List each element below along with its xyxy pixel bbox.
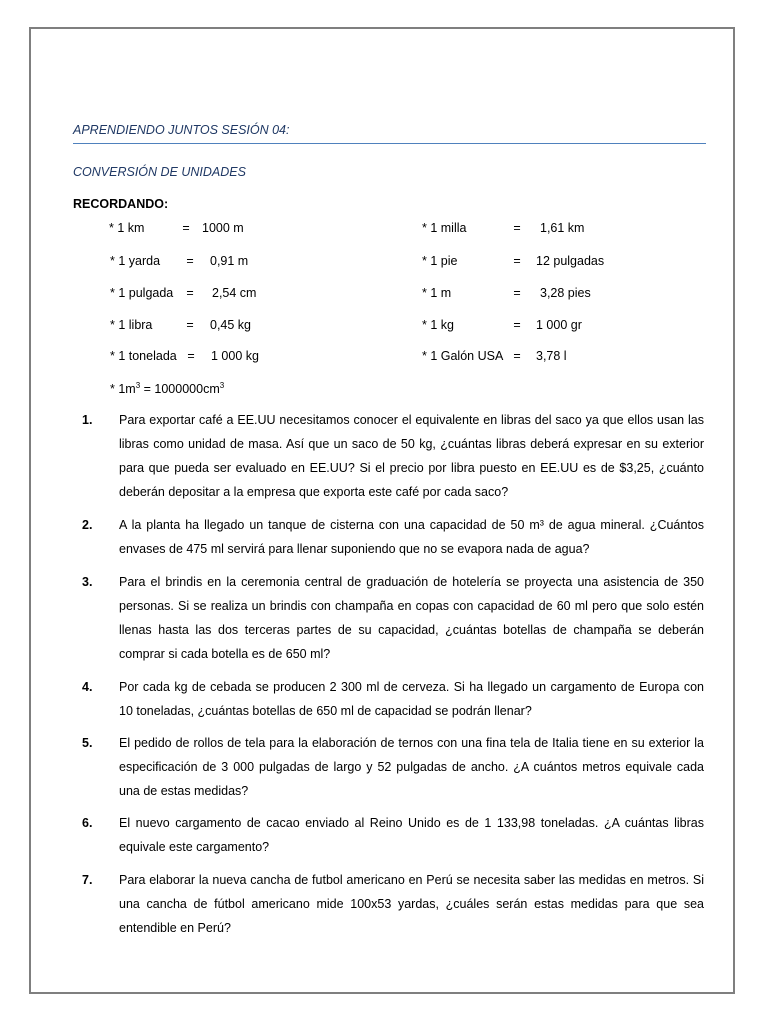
- recall-label: RECORDANDO:: [73, 197, 169, 211]
- question-text: El nuevo cargamento de cacao enviado al Reino Unido es de 1 133,98 toneladas. ¿A cuántas libras equivale este cargamento?: [119, 816, 704, 854]
- conversion-unit: * 1 kg: [422, 318, 454, 332]
- conversion-equals: =: [513, 286, 521, 300]
- conversion-equals: =: [513, 318, 521, 332]
- question-number: 6.: [82, 816, 93, 830]
- conversion-value: 1 000 gr: [536, 318, 582, 332]
- session-title: APRENDIENDO JUNTOS SESIÓN 04:: [73, 123, 290, 137]
- section-subtitle: CONVERSIÓN DE UNIDADES: [73, 165, 246, 179]
- question-number: 5.: [82, 736, 93, 750]
- question-text: Para exportar café a EE.UU necesitamos conocer el equivalente en libras del saco ya que ellos usan las libras como unidad de masa. Así que un saco de 50 kg, ¿cuántas libras deberá expresar en su exterior para que pueda ser evaluado en EE.UU? Si el precio por libra puesto en EE.UU es de $3,25, ¿cuánto deberán depositar a la empresa que exporta este café por cada saco?: [119, 413, 704, 499]
- conversion-equals: =: [187, 349, 195, 363]
- conversion-unit: * 1 libra: [110, 318, 153, 332]
- question-text: Por cada kg de cebada se producen 2 300 ml de cerveza. Si ha llegado un cargamento de Europa con 10 toneladas, ¿cuántas botellas de 650 ml de capacidad se podrán llenar?: [119, 680, 704, 718]
- question-text: Para elaborar la nueva cancha de futbol americano en Perú se necesita saber las medidas en metros. Si una cancha de fútbol americano mide 100x53 yardas, ¿cuáles serán estas medidas para que sea entendible en Perú?: [119, 873, 704, 935]
- conversion-value: 0,91 m: [210, 254, 249, 268]
- conversion-equals: =: [182, 221, 190, 235]
- conversion-value: 0,45 kg: [210, 318, 252, 332]
- question-text: A la planta ha llegado un tanque de cisterna con una capacidad de 50 m³ de agua mineral. ¿Cuántos envases de 475 ml servirá para llenar suponiendo que no se evapora nada de agua?: [119, 518, 704, 556]
- superscript-3: 3: [135, 381, 141, 390]
- conversion-equals: =: [513, 221, 521, 235]
- conversion-unit: * 1 pie: [422, 254, 458, 268]
- conversion-unit: * 1 km: [109, 221, 145, 235]
- conversion-unit: * 1 milla: [422, 221, 467, 235]
- conversion-value: 1000 m: [202, 221, 244, 235]
- question-number: 1.: [82, 413, 93, 427]
- conversion-equals: =: [186, 254, 194, 268]
- question-number: 2.: [82, 518, 93, 532]
- question-number: 7.: [82, 873, 93, 887]
- question-number: 4.: [82, 680, 93, 694]
- conversion-value: 1,61 km: [540, 221, 585, 235]
- conversion-value: 2,54 cm: [212, 286, 257, 300]
- conversion-volume: [110, 381, 224, 396]
- conversion-volume-mid: = 1000000cm: [140, 382, 220, 397]
- conversion-value: 12 pulgadas: [536, 254, 605, 268]
- conversion-equals: =: [186, 286, 194, 300]
- question-text: Para el brindis en la ceremonia central de graduación de hotelería se proyecta una asistencia de 350 personas. Si se realiza un brindis con champaña en copas con capacidad de 60 ml pero que solo estén llenas hasta las dos terceras partes de su capacidad, ¿cuántas botellas de champaña se deberán comprar si cada botella es de 650 ml?: [119, 575, 704, 661]
- conversion-value: 3,28 pies: [540, 286, 591, 300]
- question-number: 3.: [82, 575, 93, 589]
- title-divider: [73, 143, 706, 144]
- conversion-equals: =: [513, 254, 521, 268]
- conversion-unit: * 1 yarda: [110, 254, 161, 268]
- conversion-value: 3,78 l: [536, 349, 567, 363]
- question-text: El pedido de rollos de tela para la elaboración de ternos con una fina tela de Italia tiene en su exterior la especificación de 3 000 pulgadas de largo y 52 pulgadas de ancho. ¿A cuántos metros equivale cada una de estas medidas?: [119, 736, 704, 798]
- conversion-unit: * 1 pulgada: [110, 286, 174, 300]
- conversion-equals: =: [513, 349, 521, 363]
- conversion-unit: * 1 m: [422, 286, 452, 300]
- conversion-value: 1 000 kg: [211, 349, 259, 363]
- conversion-unit: * 1 Galón USA: [422, 349, 504, 363]
- conversion-unit: * 1 tonelada: [110, 349, 177, 363]
- conversion-equals: =: [186, 318, 194, 332]
- conversion-volume-left: * 1m: [110, 382, 136, 397]
- superscript-3: 3: [219, 381, 225, 390]
